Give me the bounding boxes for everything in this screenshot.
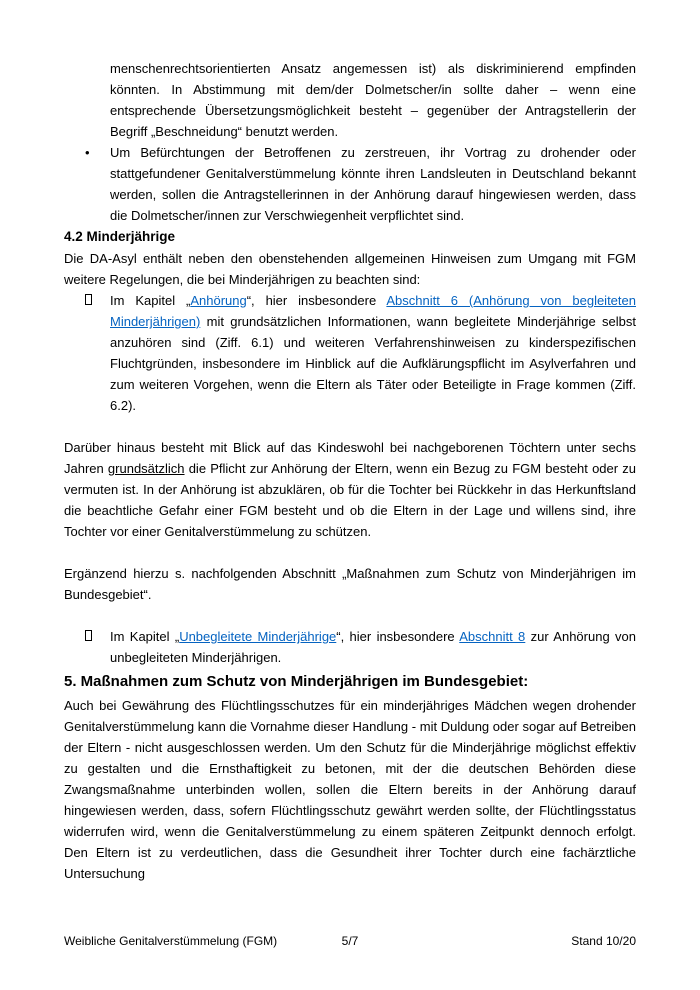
text-run: Um Befürchtungen der Betroffenen zu zerstreuen, ihr Vortrag zu drohender oder stattgefundener Genitalverstümmelung könnte ihren Landsleuten in Deutschland bekannt werden, sollen die Antragstellerinnen in der Anhörung darauf hingewiesen werden, dass die Dolmetscher/innen zur Verschwiegenheit verpflichtet sind. [110,145,636,223]
text-run: Im Kapitel „ [110,293,191,308]
document-body [64,58,636,884]
text-run: 4.2 Minderjährige [64,229,176,244]
text-run: Im Kapitel „ [110,629,180,644]
paragraph-schutz-bundesgebiet [64,695,636,884]
paragraph-da-asyl [64,248,636,290]
section-heading-5 [64,670,636,694]
box-bullet-icon [85,630,92,641]
text-run: “, hier insbesondere [246,293,387,308]
bullet-item-unbegleitete [64,626,636,668]
inline-link[interactable]: Anhörung [190,293,247,308]
text-run: grundsätzlich [107,461,185,476]
text-run: zur Anhörung von unbegleiteten Minderjährigen. [110,629,636,665]
inline-link[interactable]: Abschnitt 6 (Anhörung von begleiteten Minderjährigen) [110,293,636,329]
bullet-item-kapitel-anhoerung [64,290,636,416]
bullet-marker [85,142,110,163]
footer-page-number: 5/7 [341,934,359,948]
bullet-text [110,290,636,416]
text-run: menschenrechtsorientierten Ansatz angemessen ist) als diskriminierend empfinden könnten. In Abstimmung mit dem/der Dolmetscher/in sollte daher – wenn eine entsprechende Übersetzungsmöglichkeit besteht – gegenüber der Antragstellerin der Begriff „Beschneidung“ benutzt werden. [110,61,636,139]
inline-link[interactable]: Unbegleitete Minderjährige [179,629,337,644]
section-heading-4-2 [64,226,636,248]
bullet-dot-icon: • [85,145,90,160]
bullet-marker [85,626,110,647]
text-run: 5. Maßnahmen zum Schutz von Minderjährigen im Bundesgebiet: [64,673,529,690]
bullet-marker [85,290,110,311]
text-run: die Pflicht zur Anhörung der Eltern, wenn ein Bezug zu FGM besteht oder zu vermuten ist. In der Anhörung ist abzuklären, ob für die Tochter bei Rückkehr in das Herkunftsland die beachtliche Gefahr einer FGM besteht und ob die Eltern in der Lage und willens sind, ihre Tochter vor einer Genitalverstümmelung zu schützen. [64,461,636,539]
paragraph-kindeswohl [64,437,636,542]
inline-link[interactable]: Abschnitt 8 [459,629,526,644]
footer-doc-title: Weibliche Genitalverstümmelung (FGM) [64,934,278,948]
box-bullet-icon [85,294,92,305]
bullet-continuation-paragraph [110,58,636,142]
bullet-text [110,142,636,226]
text-run: mit grundsätzlichen Informationen, wann begleitete Minderjährige selbst anzuhören sind (Ziff. 6.1) und weiteren Verfahrenshinweisen zu kinderspezifischen Fluchtgründen, insbesondere im Hinblick auf die Aufklärungspflicht im Asylverfahren und zum weiteren Vorgehen, wenn die Eltern als Täter oder Beteiligte in Frage kommen (Ziff. 6.2). [110,314,636,413]
bullet-text [110,626,636,668]
footer-date-stamp: Stand 10/20 [571,934,636,948]
text-run: “, hier insbesondere [336,629,460,644]
text-run: Die DA-Asyl enthält neben den obenstehenden allgemeinen Hinweisen zum Umgang mit FGM weitere Regelungen, die bei Minderjährigen zu beachten sind: [64,251,636,287]
text-run: Ergänzend hierzu s. nachfolgenden Abschnitt „Maßnahmen zum Schutz von Minderjährigen im Bundesgebiet“. [64,566,636,602]
paragraph-ergaenzend [64,563,636,605]
bullet-item-verschwiegenheit [64,142,636,226]
page-footer [64,934,636,950]
text-run: Auch bei Gewährung des Flüchtlingsschutzes für ein minderjähriges Mädchen wegen drohender Genitalverstümmelung kann die Vornahme dieser Handlung - mit Duldung oder sogar auf Betreiben der Eltern - nicht ausgeschlossen werden. Um den Schutz für die Minderjährige möglichst effektiv zu gestalten und die Ernsthaftigkeit zu betonen, mit der die deutschen Behörden diese Zwangsmaßnahme unterbinden wollen, sollen die Eltern bereits in der Anhörung darauf hingewiesen werden, dass, sofern Flüchtlingsschutz gewährt werden sollte, der Flüchtlingsstatus widerrufen wird, wenn die Genitalverstümmelung zu einem späteren Zeitpunkt dennoch erfolgt. Den Eltern ist zu verdeutlichen, dass die Gesundheit ihrer Tochter durch eine fachärztliche Untersuchung [64,698,636,881]
text-run: Darüber hinaus besteht mit Blick auf das Kindeswohl bei nachgeborenen Töchtern unter sechs Jahren [64,440,636,476]
